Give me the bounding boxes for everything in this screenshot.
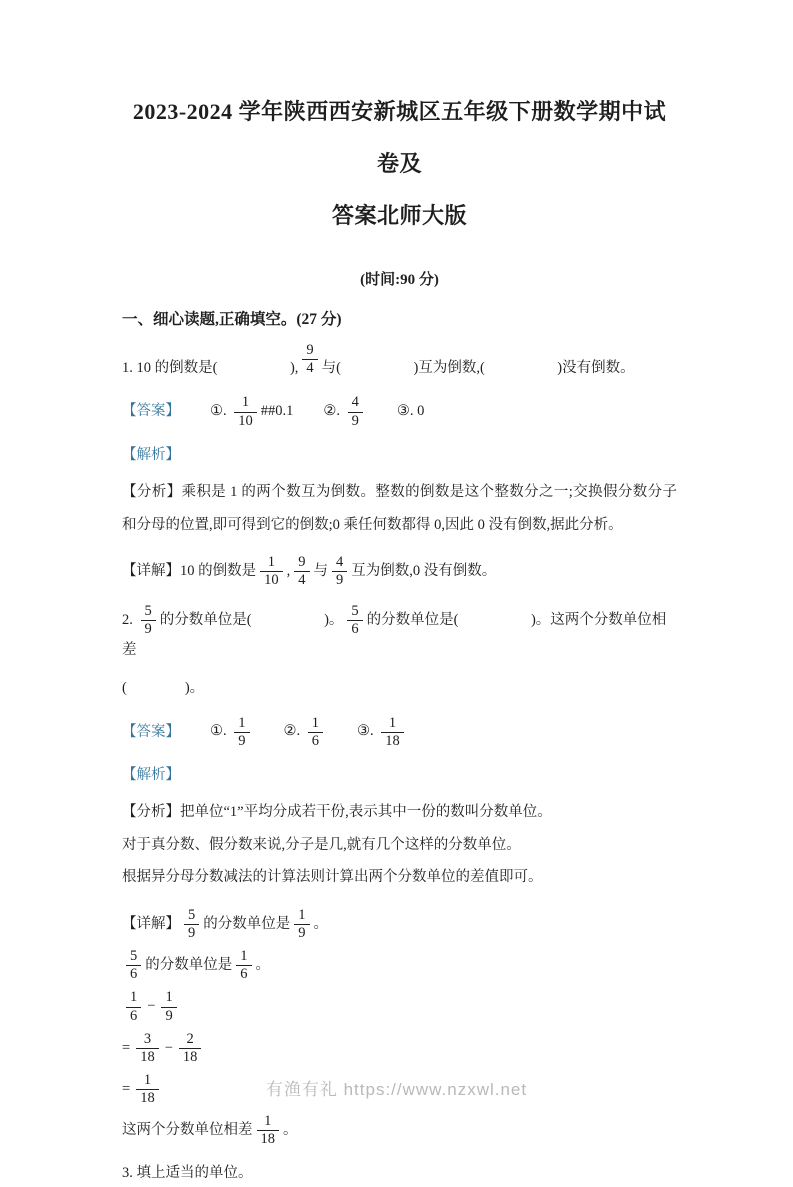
fraction-1-9 [294, 907, 309, 942]
fraction-numerator: 5 [184, 907, 199, 925]
fraction-numerator: 2 [179, 1031, 202, 1049]
footer-text: 有渔有礼 https://www.nzxwl.net [265, 1080, 528, 1099]
fraction-denominator: 6 [311, 732, 319, 749]
q2-xiangjie-line-1 [122, 907, 677, 942]
fraction-denominator: 10 [238, 412, 253, 429]
fraction-denominator: 9 [165, 1007, 173, 1024]
title-line-1: 2023-2024 学年陕西西安新城区五年级下册数学期中试卷及 [132, 99, 667, 176]
q1-xj-text-2: , [286, 563, 291, 580]
fraction-numerator: 5 [347, 603, 362, 621]
q2-xj-l1-period: 。 [313, 915, 328, 932]
fraction-numerator: 4 [332, 554, 347, 572]
fraction-numerator: 1 [381, 715, 404, 733]
q1-jiexi-label-line [122, 443, 677, 468]
fraction-numerator: 1 [126, 989, 141, 1007]
fraction-numerator: 1 [260, 554, 283, 572]
equals-sign: = [122, 1080, 131, 1097]
question-2-stem-line2 [122, 676, 677, 701]
fraction-denominator: 9 [298, 925, 306, 942]
fraction-4-9 [348, 394, 363, 429]
fraction-5-9 [184, 907, 199, 942]
fraction-1-6 [126, 989, 141, 1024]
fraction-numerator: 1 [257, 1113, 280, 1131]
question-1-stem [122, 342, 677, 381]
page-title [122, 86, 677, 242]
answer-item-1-mark: ①. [210, 723, 231, 740]
q2-text-2: 的分数单位是( )。这两个分数单位相差 [122, 611, 667, 658]
q2-xj-l6-text: 这两个分数单位相差 [122, 1122, 253, 1139]
fraction-numerator: 4 [348, 394, 363, 412]
fraction-4-9 [332, 554, 347, 589]
fraction-denominator: 4 [306, 360, 314, 377]
fraction-5-6 [126, 948, 141, 983]
fraction-numerator: 3 [136, 1031, 159, 1049]
fraction-denominator: 9 [144, 620, 152, 637]
equals-sign: = [122, 1039, 131, 1056]
fraction-denominator: 18 [140, 1048, 155, 1065]
q2-jiexi-label-line [122, 763, 677, 788]
fraction-1-10 [260, 554, 283, 589]
jiexi-label: 【解析】 [122, 446, 180, 463]
fraction-denominator: 18 [260, 1131, 275, 1148]
fraction-numerator: 9 [302, 342, 317, 360]
q2-xj-l2-text: 的分数单位是 [145, 957, 233, 974]
title-line-2: 答案北师大版 [331, 203, 467, 228]
q1-answer-line [122, 394, 677, 429]
answer-item-3-mark: ③. [357, 723, 378, 740]
fraction-numerator: 1 [136, 1072, 159, 1090]
jiexi-label: 【解析】 [122, 766, 180, 783]
q1-xj-text-1: 10 的倒数是 [180, 563, 257, 580]
q3-text: 3. 填上适当的单位。 [122, 1165, 253, 1182]
fraction-denominator: 9 [188, 925, 196, 942]
minus-sign: − [147, 998, 156, 1015]
fraction-1-6 [308, 715, 323, 750]
q1-fenxi-paragraph: 【分析】乘积是 1 的两个数互为倒数。整数的倒数是这个整数分之一;交换假分数分子和分母的位置,即可得到它的倒数;0 乘任何数都得 0,因此 0 没有倒数,据此分析。 [122, 484, 677, 533]
fraction-1-18 [381, 715, 404, 750]
q2-xj-l6-period: 。 [283, 1122, 298, 1139]
fraction-denominator: 6 [351, 620, 359, 637]
fraction-numerator: 1 [234, 715, 249, 733]
fraction-numerator: 1 [294, 907, 309, 925]
answer-label: 【答案】 [122, 723, 180, 740]
answer-item-2-mark: ②. [323, 403, 344, 420]
fraction-denominator: 18 [182, 1048, 198, 1065]
fraction-5-6 [347, 603, 362, 638]
fraction-numerator: 1 [161, 989, 176, 1007]
q2-answer-line [122, 715, 677, 750]
q2-number: 2. [122, 611, 137, 628]
fraction-1-9 [234, 715, 249, 750]
fraction-denominator: 18 [140, 1089, 155, 1106]
answer-item-1-alt: ##0.1 [260, 403, 294, 420]
answer-item-2-mark: ②. [283, 723, 304, 740]
fraction-numerator: 9 [294, 554, 309, 572]
q1-xiangjie-line [122, 554, 677, 589]
fraction-9-4 [302, 342, 317, 377]
q2-xj-l1-text: 的分数单位是 [203, 915, 291, 932]
q2-xiangjie-line-6 [122, 1113, 677, 1148]
footer-watermark [0, 1075, 793, 1100]
time-note: (时间:90 分) [360, 272, 439, 288]
fraction-numerator: 1 [308, 715, 323, 733]
fraction-1-6 [236, 948, 251, 983]
question-2-stem [122, 603, 677, 664]
fraction-denominator: 4 [298, 572, 306, 589]
q2-xj-l2-period: 。 [255, 957, 270, 974]
q2-fenxi-paragraph-3: 根据异分母分数减法的计算法则计算出两个分数单位的差值即可。 [122, 869, 543, 886]
q2-xiangjie-line-4 [122, 1031, 677, 1066]
q2-text-1: 的分数单位是( )。 [159, 611, 344, 628]
q1-xj-text-3: 与 [313, 563, 328, 580]
fraction-denominator: 6 [130, 1007, 138, 1024]
q2-xiangjie-line-3 [122, 989, 677, 1024]
fraction-denominator: 6 [240, 966, 248, 983]
fraction-1-9 [161, 989, 176, 1024]
xiangjie-label: 【详解】 [122, 563, 180, 580]
fraction-9-4 [294, 554, 309, 589]
answer-item-1-mark: ①. [210, 403, 231, 420]
fraction-numerator: 1 [236, 948, 251, 966]
fraction-numerator: 1 [234, 394, 257, 412]
fraction-numerator: 5 [141, 603, 156, 621]
q2-xiangjie-line-2 [122, 948, 677, 983]
fraction-denominator: 9 [238, 732, 246, 749]
answer-item-3-mark: ③. [396, 403, 418, 420]
fraction-denominator: 9 [351, 412, 359, 429]
fraction-denominator: 9 [336, 572, 344, 589]
fraction-numerator: 5 [126, 948, 141, 966]
fraction-5-9 [141, 603, 156, 638]
fraction-3-18 [136, 1031, 159, 1066]
answer-label: 【答案】 [122, 403, 180, 420]
fraction-denominator: 10 [264, 572, 279, 589]
fraction-denominator: 6 [130, 966, 138, 983]
q1-text-after: 与( )互为倒数,( )没有倒数。 [321, 360, 635, 377]
q1-text-before: 1. 10 的倒数是( ), [122, 360, 299, 377]
q1-xj-text-4: 互为倒数,0 没有倒数。 [351, 563, 497, 580]
q2-fenxi-paragraph-1: 【分析】把单位“1”平均分成若干份,表示其中一份的数叫分数单位。 [122, 804, 552, 821]
q2-fenxi-paragraph-2: 对于真分数、假分数来说,分子是几,就有几个这样的分数单位。 [122, 836, 521, 853]
q2-blank-line: ( )。 [122, 680, 205, 697]
fraction-2-18 [179, 1031, 202, 1066]
fraction-1-18 [257, 1113, 280, 1148]
question-3-stem [122, 1161, 677, 1186]
fraction-denominator: 18 [385, 732, 400, 749]
section-1-heading: 一、细心读题,正确填空。(27 分) [122, 311, 342, 328]
answer-item-3-value: 0 [417, 403, 425, 420]
xiangjie-label: 【详解】 [122, 915, 180, 932]
fraction-1-10 [234, 394, 257, 429]
minus-sign: − [164, 1039, 173, 1056]
